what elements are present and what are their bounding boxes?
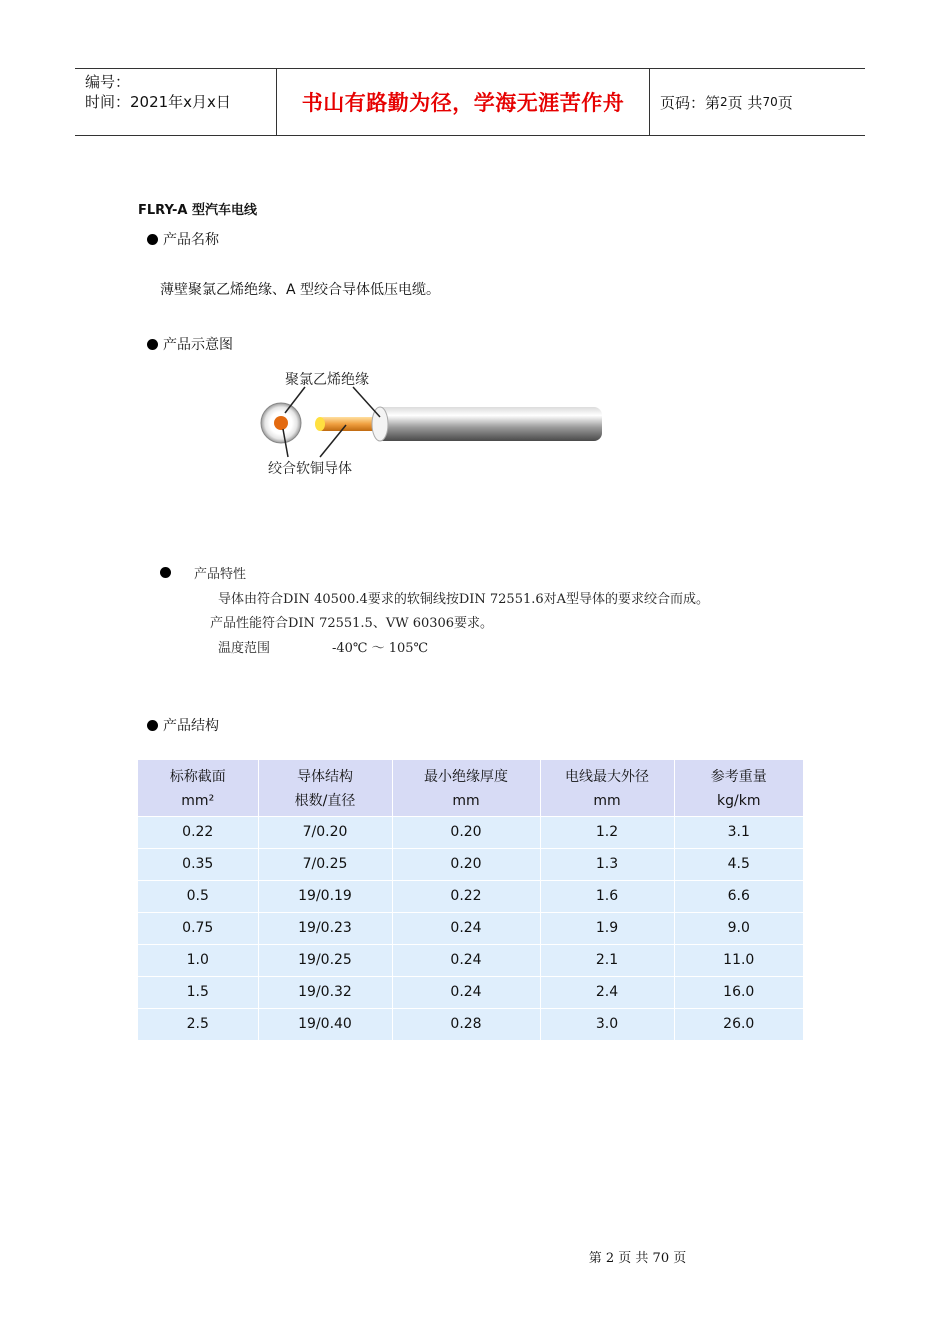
bullet-icon [160, 567, 171, 578]
header-weight: 参考重量 kg/km [674, 760, 803, 816]
header-insulation: 最小绝缘厚度 mm [392, 760, 540, 816]
bullet-icon [147, 234, 158, 245]
header-page-number: 2 [720, 95, 728, 109]
document-title: FLRY-A 型汽车电线 [138, 203, 257, 218]
table-row: 1.5 19/0.32 0.24 2.4 16.0 [138, 976, 803, 1008]
header-page-info: 页码：第 2 页 共 70 页 [660, 93, 793, 112]
table-row: 1.0 19/0.25 0.24 2.1 11.0 [138, 944, 803, 976]
cable-cross-section [261, 403, 301, 443]
header-cross-section: 标称截面 mm² [138, 760, 258, 816]
product-name-text: 薄壁聚氯乙烯绝缘、A 型绞合导体低压电缆。 [160, 282, 441, 298]
header-conductor: 导体结构 根数/直径 [258, 760, 392, 816]
page-footer: 第 2 页 共 70 页 [588, 1251, 687, 1266]
header-motto: 书山有路勤为径，学海无涯苦作舟 [277, 69, 650, 135]
table-row: 0.22 7/0.20 0.20 1.2 3.1 [138, 816, 803, 848]
cable-side-view [315, 407, 602, 441]
section-heading: 产品结构 [163, 718, 219, 734]
cable-diagram [250, 365, 620, 485]
table-header-row [138, 760, 803, 816]
section-heading: 产品特性 [194, 567, 247, 582]
spec-table [138, 760, 803, 1040]
label-conductor: 绞合软铜导体 [268, 461, 352, 477]
section-features [160, 563, 246, 582]
temp-value: -40℃ ～ 105℃ [332, 641, 429, 656]
header-page-total: 70 [762, 95, 778, 109]
table-row: 0.35 7/0.25 0.20 1.3 4.5 [138, 848, 803, 880]
bullet-icon [147, 339, 158, 350]
table-row: 0.5 19/0.19 0.22 1.6 6.6 [138, 880, 803, 912]
feature-line-1: 导体由符合DIN 40500.4要求的软铜线按DIN 72551.6对A型导体的要求绞合而成。 [218, 592, 710, 607]
table-row: 0.75 19/0.23 0.24 1.9 9.0 [138, 912, 803, 944]
number-label: 编号： [85, 73, 131, 91]
section-heading: 产品示意图 [163, 337, 233, 353]
label-insulation: 聚氯乙烯绝缘 [285, 372, 369, 388]
header-diameter: 电线最大外径 mm [540, 760, 674, 816]
section-product-name [147, 229, 219, 249]
temp-label: 温度范围 [218, 641, 271, 656]
section-heading: 产品名称 [163, 232, 219, 248]
feature-line-2: 产品性能符合DIN 72551.5、VW 60306要求。 [210, 616, 494, 631]
header-meta [75, 69, 277, 135]
section-diagram [147, 334, 233, 354]
table-row: 2.5 19/0.40 0.28 3.0 26.0 [138, 1008, 803, 1040]
section-structure [147, 715, 219, 735]
page-header [75, 68, 865, 136]
bullet-icon [147, 720, 158, 731]
time-label: 时间：2021年x月x日 [85, 93, 231, 111]
